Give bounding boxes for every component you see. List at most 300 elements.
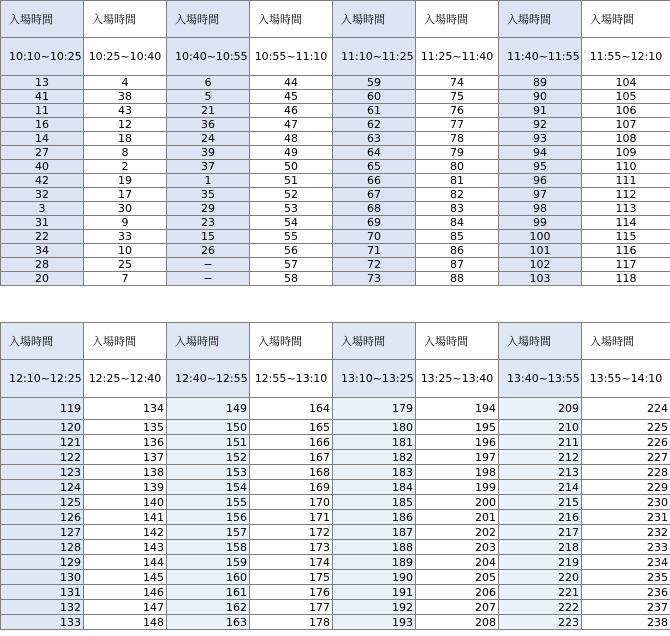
table-row	[1, 398, 670, 420]
number-cell: 165	[250, 420, 333, 435]
number-cell: 108	[582, 132, 670, 146]
number-cell: 24	[167, 132, 250, 146]
number-cell: 17	[84, 188, 167, 202]
number-cell: 170	[250, 495, 333, 510]
schedule-table-afternoon	[0, 322, 670, 630]
number-cell: 107	[582, 118, 670, 132]
table-row	[1, 435, 670, 450]
number-cell: 53	[250, 202, 333, 216]
number-cell: 151	[167, 435, 250, 450]
number-cell: 91	[499, 104, 582, 118]
time-slot-cell: 11:25~11:40	[416, 38, 499, 76]
number-cell: 138	[84, 465, 167, 480]
table-row	[1, 480, 670, 495]
table-row	[1, 146, 670, 160]
number-cell: 61	[333, 104, 416, 118]
number-cell: 9	[84, 216, 167, 230]
number-cell: 116	[582, 244, 670, 258]
time-slot-cell: 13:55~14:10	[582, 360, 670, 398]
time-slot-cell: 10:40~10:55	[167, 38, 250, 76]
time-slot-cell: 11:10~11:25	[333, 38, 416, 76]
time-slot-cell: 12:10~12:25	[1, 360, 84, 398]
number-cell: 133	[1, 615, 84, 630]
header-cell: 入場時間	[84, 1, 167, 38]
number-cell: 106	[582, 104, 670, 118]
number-cell: 72	[333, 258, 416, 272]
number-cell: 173	[250, 540, 333, 555]
number-cell: 152	[167, 450, 250, 465]
number-cell: 84	[416, 216, 499, 230]
number-cell: 34	[1, 244, 84, 258]
number-cell: 181	[333, 435, 416, 450]
header-cell: 入場時間	[250, 323, 333, 360]
number-cell: 139	[84, 480, 167, 495]
table-row	[1, 230, 670, 244]
table-row	[1, 510, 670, 525]
number-cell: 49	[250, 146, 333, 160]
header-cell: 入場時間	[582, 323, 670, 360]
time-slot-cell: 13:40~13:55	[499, 360, 582, 398]
number-cell: 85	[416, 230, 499, 244]
number-cell: 227	[582, 450, 670, 465]
entry-time-table	[0, 0, 670, 286]
number-cell: 174	[250, 555, 333, 570]
number-cell: 154	[167, 480, 250, 495]
number-cell: 71	[333, 244, 416, 258]
number-cell: 210	[499, 420, 582, 435]
table-row	[1, 420, 670, 435]
number-cell: 20	[1, 272, 84, 286]
number-cell: 219	[499, 555, 582, 570]
number-cell: 109	[582, 146, 670, 160]
number-cell: 13	[1, 76, 84, 90]
table-row	[1, 244, 670, 258]
number-cell: 52	[250, 188, 333, 202]
table-row	[1, 188, 670, 202]
table-row	[1, 76, 670, 90]
table-row	[1, 118, 670, 132]
number-cell: 48	[250, 132, 333, 146]
number-cell: 54	[250, 216, 333, 230]
number-cell: 112	[582, 188, 670, 202]
number-cell: 149	[167, 398, 250, 420]
number-cell: 77	[416, 118, 499, 132]
number-cell: 10	[84, 244, 167, 258]
number-cell: 63	[333, 132, 416, 146]
time-slot-cell: 13:25~13:40	[416, 360, 499, 398]
number-cell: 97	[499, 188, 582, 202]
number-cell: 21	[167, 104, 250, 118]
number-cell: 124	[1, 480, 84, 495]
number-cell: 75	[416, 90, 499, 104]
number-cell: 211	[499, 435, 582, 450]
number-cell: 99	[499, 216, 582, 230]
number-cell: 66	[333, 174, 416, 188]
number-cell: 38	[84, 90, 167, 104]
number-cell: 81	[416, 174, 499, 188]
number-cell: 147	[84, 600, 167, 615]
number-cell: 183	[333, 465, 416, 480]
number-cell: 140	[84, 495, 167, 510]
number-cell: 130	[1, 570, 84, 585]
number-cell: 11	[1, 104, 84, 118]
number-cell: 164	[250, 398, 333, 420]
number-cell: 27	[1, 146, 84, 160]
number-cell: 59	[333, 76, 416, 90]
number-cell: 171	[250, 510, 333, 525]
number-cell: 92	[499, 118, 582, 132]
number-cell: 126	[1, 510, 84, 525]
number-cell: 65	[333, 160, 416, 174]
number-cell: 208	[416, 615, 499, 630]
header-cell: 入場時間	[333, 1, 416, 38]
table-row	[1, 104, 670, 118]
number-cell: 83	[416, 202, 499, 216]
number-cell: 15	[167, 230, 250, 244]
number-cell: 14	[1, 132, 84, 146]
number-cell: 117	[582, 258, 670, 272]
number-cell: 90	[499, 90, 582, 104]
number-cell: 232	[582, 525, 670, 540]
number-cell: 47	[250, 118, 333, 132]
number-cell: 207	[416, 600, 499, 615]
number-cell: 198	[416, 465, 499, 480]
table-row	[1, 216, 670, 230]
number-cell: 115	[582, 230, 670, 244]
number-cell: 31	[1, 216, 84, 230]
number-cell: 235	[582, 570, 670, 585]
table-row	[1, 90, 670, 104]
time-slot-cell: 12:55~13:10	[250, 360, 333, 398]
time-slot-row	[1, 38, 670, 76]
number-cell: 100	[499, 230, 582, 244]
number-cell: 123	[1, 465, 84, 480]
table-row	[1, 132, 670, 146]
number-cell: 3	[1, 202, 84, 216]
number-cell: 187	[333, 525, 416, 540]
table-row	[1, 600, 670, 615]
number-cell: 56	[250, 244, 333, 258]
number-cell: 186	[333, 510, 416, 525]
header-cell: 入場時間	[250, 1, 333, 38]
number-cell: 220	[499, 570, 582, 585]
number-cell: 12	[84, 118, 167, 132]
number-cell: 82	[416, 188, 499, 202]
number-cell: 2	[84, 160, 167, 174]
number-cell: 161	[167, 585, 250, 600]
number-cell: 155	[167, 495, 250, 510]
number-cell: 172	[250, 525, 333, 540]
table-gap	[0, 302, 670, 322]
number-cell: 163	[167, 615, 250, 630]
number-cell: 194	[416, 398, 499, 420]
number-cell: 45	[250, 90, 333, 104]
number-cell: 158	[167, 540, 250, 555]
number-cell: 214	[499, 480, 582, 495]
number-cell: 221	[499, 585, 582, 600]
number-cell: 4	[84, 76, 167, 90]
number-cell: 176	[250, 585, 333, 600]
number-cell: 162	[167, 600, 250, 615]
time-slot-cell: 10:10~10:25	[1, 38, 84, 76]
number-cell: 153	[167, 465, 250, 480]
number-cell: 223	[499, 615, 582, 630]
time-slot-row	[1, 360, 670, 398]
number-cell: 136	[84, 435, 167, 450]
number-cell: 103	[499, 272, 582, 286]
number-cell: 195	[416, 420, 499, 435]
number-cell: 125	[1, 495, 84, 510]
number-cell: 132	[1, 600, 84, 615]
number-cell: 96	[499, 174, 582, 188]
number-cell: 23	[167, 216, 250, 230]
number-cell: 120	[1, 420, 84, 435]
table-row	[1, 272, 670, 286]
number-cell: 101	[499, 244, 582, 258]
number-cell: 212	[499, 450, 582, 465]
entry-time-table	[0, 322, 670, 630]
number-cell: 16	[1, 118, 84, 132]
number-cell: 216	[499, 510, 582, 525]
number-cell: 46	[250, 104, 333, 118]
table-row	[1, 202, 670, 216]
number-cell: 73	[333, 272, 416, 286]
number-cell: 68	[333, 202, 416, 216]
number-cell: 141	[84, 510, 167, 525]
number-cell: 128	[1, 540, 84, 555]
number-cell: 169	[250, 480, 333, 495]
number-cell: 182	[333, 450, 416, 465]
number-cell: 205	[416, 570, 499, 585]
number-cell: 87	[416, 258, 499, 272]
table-row	[1, 540, 670, 555]
number-cell: 229	[582, 480, 670, 495]
number-cell: 41	[1, 90, 84, 104]
number-cell: 70	[333, 230, 416, 244]
number-cell: 86	[416, 244, 499, 258]
number-cell: 157	[167, 525, 250, 540]
number-cell: 191	[333, 585, 416, 600]
number-cell: 129	[1, 555, 84, 570]
table-row	[1, 525, 670, 540]
number-cell: 159	[167, 555, 250, 570]
number-cell: 196	[416, 435, 499, 450]
table-row	[1, 555, 670, 570]
number-cell: 238	[582, 615, 670, 630]
table-row	[1, 585, 670, 600]
number-cell: 6	[167, 76, 250, 90]
header-row	[1, 323, 670, 360]
number-cell: 135	[84, 420, 167, 435]
number-cell: 226	[582, 435, 670, 450]
schedule-table-morning	[0, 0, 670, 286]
number-cell: 228	[582, 465, 670, 480]
time-slot-cell: 13:10~13:25	[333, 360, 416, 398]
number-cell: 118	[582, 272, 670, 286]
number-cell: 189	[333, 555, 416, 570]
number-cell: 29	[167, 202, 250, 216]
number-cell: 102	[499, 258, 582, 272]
number-cell: 190	[333, 570, 416, 585]
number-cell: 146	[84, 585, 167, 600]
number-cell: 35	[167, 188, 250, 202]
time-slot-cell: 10:55~11:10	[250, 38, 333, 76]
time-slot-cell: 11:40~11:55	[499, 38, 582, 76]
number-cell: 69	[333, 216, 416, 230]
header-row	[1, 1, 670, 38]
number-cell: 32	[1, 188, 84, 202]
number-cell: 192	[333, 600, 416, 615]
number-cell: −	[167, 258, 250, 272]
time-slot-cell: 12:40~12:55	[167, 360, 250, 398]
number-cell: 60	[333, 90, 416, 104]
number-cell: 127	[1, 525, 84, 540]
number-cell: 160	[167, 570, 250, 585]
table-row	[1, 450, 670, 465]
number-cell: 122	[1, 450, 84, 465]
number-cell: 36	[167, 118, 250, 132]
number-cell: 79	[416, 146, 499, 160]
header-cell: 入場時間	[499, 1, 582, 38]
number-cell: 33	[84, 230, 167, 244]
number-cell: 197	[416, 450, 499, 465]
number-cell: 18	[84, 132, 167, 146]
number-cell: 28	[1, 258, 84, 272]
number-cell: 233	[582, 540, 670, 555]
number-cell: 88	[416, 272, 499, 286]
number-cell: 213	[499, 465, 582, 480]
number-cell: 225	[582, 420, 670, 435]
number-cell: 19	[84, 174, 167, 188]
number-cell: 175	[250, 570, 333, 585]
number-cell: 218	[499, 540, 582, 555]
number-cell: 104	[582, 76, 670, 90]
number-cell: 39	[167, 146, 250, 160]
number-cell: 1	[167, 174, 250, 188]
number-cell: 231	[582, 510, 670, 525]
header-cell: 入場時間	[499, 323, 582, 360]
number-cell: 217	[499, 525, 582, 540]
table-row	[1, 258, 670, 272]
number-cell: 204	[416, 555, 499, 570]
number-cell: 67	[333, 188, 416, 202]
number-cell: 113	[582, 202, 670, 216]
number-cell: 57	[250, 258, 333, 272]
number-cell: 168	[250, 465, 333, 480]
number-cell: 8	[84, 146, 167, 160]
number-cell: 142	[84, 525, 167, 540]
number-cell: 105	[582, 90, 670, 104]
number-cell: 166	[250, 435, 333, 450]
table-row	[1, 160, 670, 174]
number-cell: 177	[250, 600, 333, 615]
time-slot-cell: 10:25~10:40	[84, 38, 167, 76]
number-cell: 145	[84, 570, 167, 585]
number-cell: 26	[167, 244, 250, 258]
number-cell: 167	[250, 450, 333, 465]
header-cell: 入場時間	[84, 323, 167, 360]
number-cell: 202	[416, 525, 499, 540]
number-cell: 156	[167, 510, 250, 525]
number-cell: 188	[333, 540, 416, 555]
number-cell: 121	[1, 435, 84, 450]
table-row	[1, 465, 670, 480]
number-cell: 7	[84, 272, 167, 286]
number-cell: 200	[416, 495, 499, 510]
number-cell: 209	[499, 398, 582, 420]
number-cell: 206	[416, 585, 499, 600]
number-cell: 119	[1, 398, 84, 420]
number-cell: 134	[84, 398, 167, 420]
header-cell: 入場時間	[416, 1, 499, 38]
number-cell: 180	[333, 420, 416, 435]
number-cell: 178	[250, 615, 333, 630]
number-cell: 55	[250, 230, 333, 244]
table-row	[1, 615, 670, 630]
header-cell: 入場時間	[167, 1, 250, 38]
number-cell: 5	[167, 90, 250, 104]
number-cell: 110	[582, 160, 670, 174]
number-cell: 93	[499, 132, 582, 146]
number-cell: 150	[167, 420, 250, 435]
number-cell: 222	[499, 600, 582, 615]
time-slot-cell: 11:55~12:10	[582, 38, 670, 76]
number-cell: 25	[84, 258, 167, 272]
number-cell: 40	[1, 160, 84, 174]
number-cell: 144	[84, 555, 167, 570]
number-cell: 42	[1, 174, 84, 188]
header-cell: 入場時間	[1, 1, 84, 38]
number-cell: 199	[416, 480, 499, 495]
number-cell: 98	[499, 202, 582, 216]
number-cell: 193	[333, 615, 416, 630]
number-cell: 237	[582, 600, 670, 615]
number-cell: 131	[1, 585, 84, 600]
number-cell: 58	[250, 272, 333, 286]
number-cell: 184	[333, 480, 416, 495]
number-cell: 22	[1, 230, 84, 244]
number-cell: 44	[250, 76, 333, 90]
number-cell: 111	[582, 174, 670, 188]
number-cell: 76	[416, 104, 499, 118]
number-cell: 185	[333, 495, 416, 510]
number-cell: 30	[84, 202, 167, 216]
number-cell: 236	[582, 585, 670, 600]
number-cell: 89	[499, 76, 582, 90]
number-cell: 62	[333, 118, 416, 132]
number-cell: 234	[582, 555, 670, 570]
number-cell: 43	[84, 104, 167, 118]
number-cell: 114	[582, 216, 670, 230]
number-cell: 64	[333, 146, 416, 160]
time-slot-cell: 12:25~12:40	[84, 360, 167, 398]
number-cell: 74	[416, 76, 499, 90]
number-cell: 137	[84, 450, 167, 465]
header-cell: 入場時間	[167, 323, 250, 360]
number-cell: 203	[416, 540, 499, 555]
number-cell: 230	[582, 495, 670, 510]
number-cell: 215	[499, 495, 582, 510]
number-cell: −	[167, 272, 250, 286]
table-row	[1, 495, 670, 510]
number-cell: 51	[250, 174, 333, 188]
header-cell: 入場時間	[333, 323, 416, 360]
number-cell: 37	[167, 160, 250, 174]
table-row	[1, 174, 670, 188]
number-cell: 80	[416, 160, 499, 174]
number-cell: 50	[250, 160, 333, 174]
header-cell: 入場時間	[582, 1, 670, 38]
